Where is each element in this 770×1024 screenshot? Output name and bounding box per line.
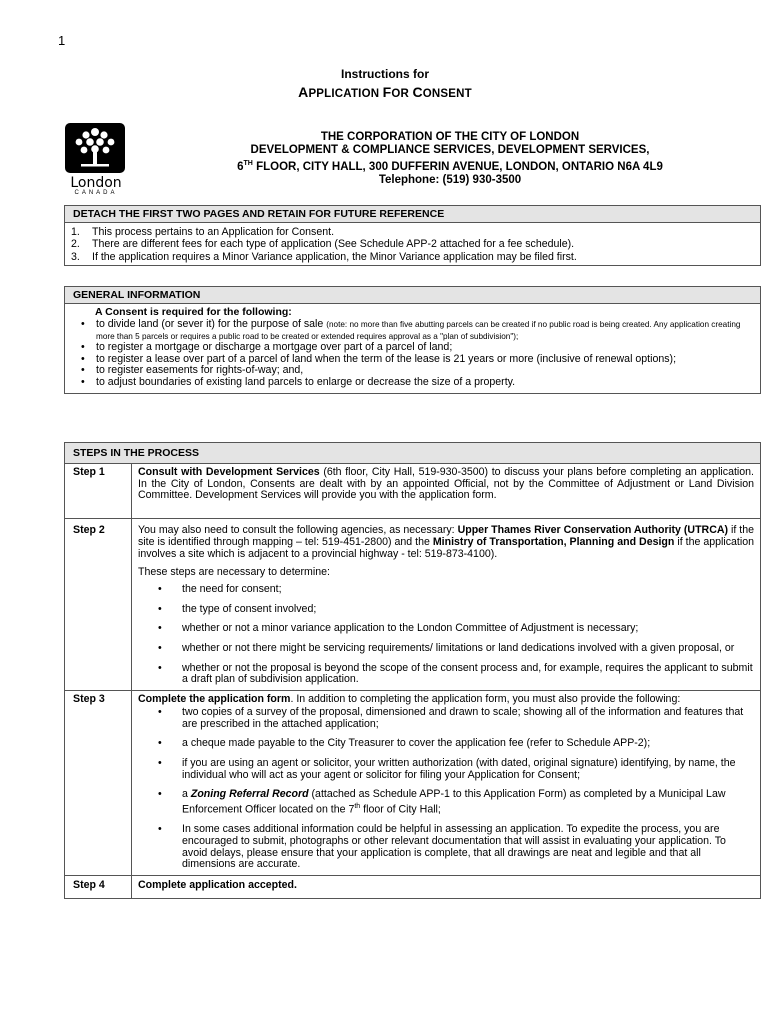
step-2-bullets bbox=[138, 584, 754, 686]
general-information-section bbox=[64, 286, 761, 394]
step-2-label: Step 2 bbox=[65, 519, 132, 691]
detach-list bbox=[65, 223, 760, 265]
org-telephone: Telephone: (519) 930-3500 bbox=[378, 174, 522, 187]
table-row bbox=[65, 464, 760, 519]
list-item: • whether or not a minor variance application to the London Committee of Adjustment is necessary; bbox=[158, 623, 754, 635]
list-item: • a Zoning Referral Record (attached as Schedule APP-1 to this Application Form) as completed by a Municipal Law Enforcement Officer located on the 7th floor of City Hall; bbox=[158, 789, 754, 816]
title-line-2: APPLICATION FOR CONSENT bbox=[298, 84, 472, 100]
org-line-1: THE CORPORATION OF THE CITY OF LONDON bbox=[320, 131, 580, 143]
logo-subtitle: CANADA bbox=[74, 190, 118, 196]
list-item: • the need for consent; bbox=[158, 584, 754, 596]
document-title bbox=[0, 67, 770, 100]
list-item: • a cheque made payable to the City Treasurer to cover the application fee (refer to Schedule APP-2); bbox=[158, 738, 754, 750]
list-item: • the type of consent involved; bbox=[158, 604, 754, 616]
list-item: • to divide land (or sever it) for the purpose of sale (note: no more than five abutting parcels can be created if no public road is being created. Any application creating more than 5 parcels or requires a public road to be created or extended requires approval as a "plan of subdivision"); bbox=[79, 319, 760, 342]
list-item: • two copies of a survey of the proposal, dimensioned and drawn to scale; showing all of the information and features that are prescribed in the attached application; bbox=[158, 707, 754, 730]
steps-section bbox=[64, 442, 761, 899]
table-row bbox=[65, 876, 760, 898]
org-line-3: 6TH FLOOR, CITY HALL, 300 DUFFERIN AVENUE, LONDON, ONTARIO N6A 4L9 bbox=[237, 160, 663, 174]
detach-section bbox=[64, 205, 761, 266]
table-row bbox=[65, 519, 760, 691]
step-4-label: Step 4 bbox=[65, 876, 132, 898]
list-item: • whether or not there might be servicing requirements/ limitations or land dedications involved with a given proposal, or bbox=[158, 643, 754, 655]
general-header: GENERAL INFORMATION bbox=[65, 287, 760, 304]
page-number: 1 bbox=[58, 33, 66, 48]
list-item: • In some cases additional information could be helpful in assessing an application. To expedite the process, you are encouraged to submit, photographs or other relevant documentation that will assist in evaluating your application. To avoid delays, please ensure that your application is complete, that all drawings are neat and legible and that all dimensions are accurate. bbox=[158, 824, 754, 871]
list-item: • to register easements for rights-of-way; and, bbox=[79, 365, 760, 377]
tree-icon bbox=[65, 123, 125, 173]
list-item: • if you are using an agent or solicitor, your written authorization (with dated, original signature) identifying, by name, the individual who will act as your agent or solicitor for filing your Application for Consent; bbox=[158, 758, 754, 781]
general-list bbox=[65, 318, 760, 393]
step-1-content: Consult with Development Services (6th floor, City Hall, 519-930-3500) to discuss your plans before completing an application. In the City of London, Consents are dealt with by an appointed Official, not by the Committee of Adjustment or Land Division Committee. Development Services will provide you with the application form. bbox=[132, 464, 761, 519]
step-2-content: You may also need to consult the following agencies, as necessary: Upper Thames River Conservation Authority (UTRCA) if the site is identified through mapping – tel: 519-451-2800) and the Ministry of Transportation, Planning and Design if the application involves a site which is adjacent to a provincial highway - tel: 519-873-4100). These steps are necessary to determine: • the need for consent; • the type of consent involved; • whether or not a minor variance application to the London Committee of Adjustment is necessary; • whether or not there might be servicing requirements/ limitations or land dedications involved with a given proposal, or • whether or not the proposal is beyond the scope of the consent process and, for example, requires the applicant to submit a draft plan of subdivision application. bbox=[132, 519, 761, 691]
steps-table bbox=[65, 463, 760, 898]
steps-header: STEPS IN THE PROCESS bbox=[65, 443, 760, 463]
list-item: • to adjust boundaries of existing land parcels to enlarge or decrease the size of a property. bbox=[79, 377, 760, 389]
logo-wordmark: London bbox=[70, 175, 122, 191]
title-line-1: Instructions for bbox=[340, 67, 429, 81]
list-item: 3. If the application requires a Minor Variance application, the Minor Variance application may be filed first. bbox=[71, 250, 577, 263]
list-item: 1. This process pertains to an Application for Consent. bbox=[71, 226, 335, 238]
step-3-label: Step 3 bbox=[65, 691, 132, 876]
step-3-content: Complete the application form. In addition to completing the application form, you must also provide the following: • two copies of a survey of the proposal, dimensioned and drawn to scale; showing all of the information and features that are prescribed in the attached application; • a cheque made payable to the City Treasurer to cover the application fee (refer to Schedule APP-2); • if you are using an agent or solicitor, your written authorization (with dated, original signature) identifying, by name, the individual who will act as your agent or solicitor for filing your Application for Consent; • a Zoning Referral Record (attached as Schedule APP-1 to this Application Form) as completed by a Municipal Law Enforcement Officer located on the 7th floor of City Hall; • In some cases additional information could be helpful in assessing an application. To expedite the process, you are encouraged to submit, photographs or other relevant documentation that will assist in evaluating your application. To avoid delays, please ensure that your application is complete, that all drawings are neat and legible and that all dimensions are accurate. bbox=[132, 691, 761, 876]
step-4-content: Complete application accepted. bbox=[132, 876, 761, 898]
table-row bbox=[65, 691, 760, 876]
step-3-bullets bbox=[138, 707, 754, 871]
list-item: • to register a lease over part of a parcel of land when the term of the lease is 21 years or more (inclusive of renewal options); bbox=[79, 354, 760, 366]
organization-header bbox=[130, 131, 770, 188]
list-item: • to register a mortgage or discharge a mortgage over part of a parcel of land; bbox=[79, 342, 760, 354]
general-subheader: A Consent is required for the following: bbox=[95, 306, 292, 318]
list-item: • whether or not the proposal is beyond the scope of the consent process and, for example, requires the applicant to submit a draft plan of subdivision application. bbox=[158, 663, 754, 686]
city-of-london-logo bbox=[60, 123, 132, 195]
step-1-label: Step 1 bbox=[65, 464, 132, 519]
org-line-2: DEVELOPMENT & COMPLIANCE SERVICES, DEVELOPMENT SERVICES, bbox=[250, 144, 650, 157]
detach-header: DETACH THE FIRST TWO PAGES AND RETAIN FOR FUTURE REFERENCE bbox=[65, 206, 760, 223]
list-item: 2. There are different fees for each type of application (See Schedule APP-2 attached for a fee schedule). bbox=[71, 238, 575, 251]
